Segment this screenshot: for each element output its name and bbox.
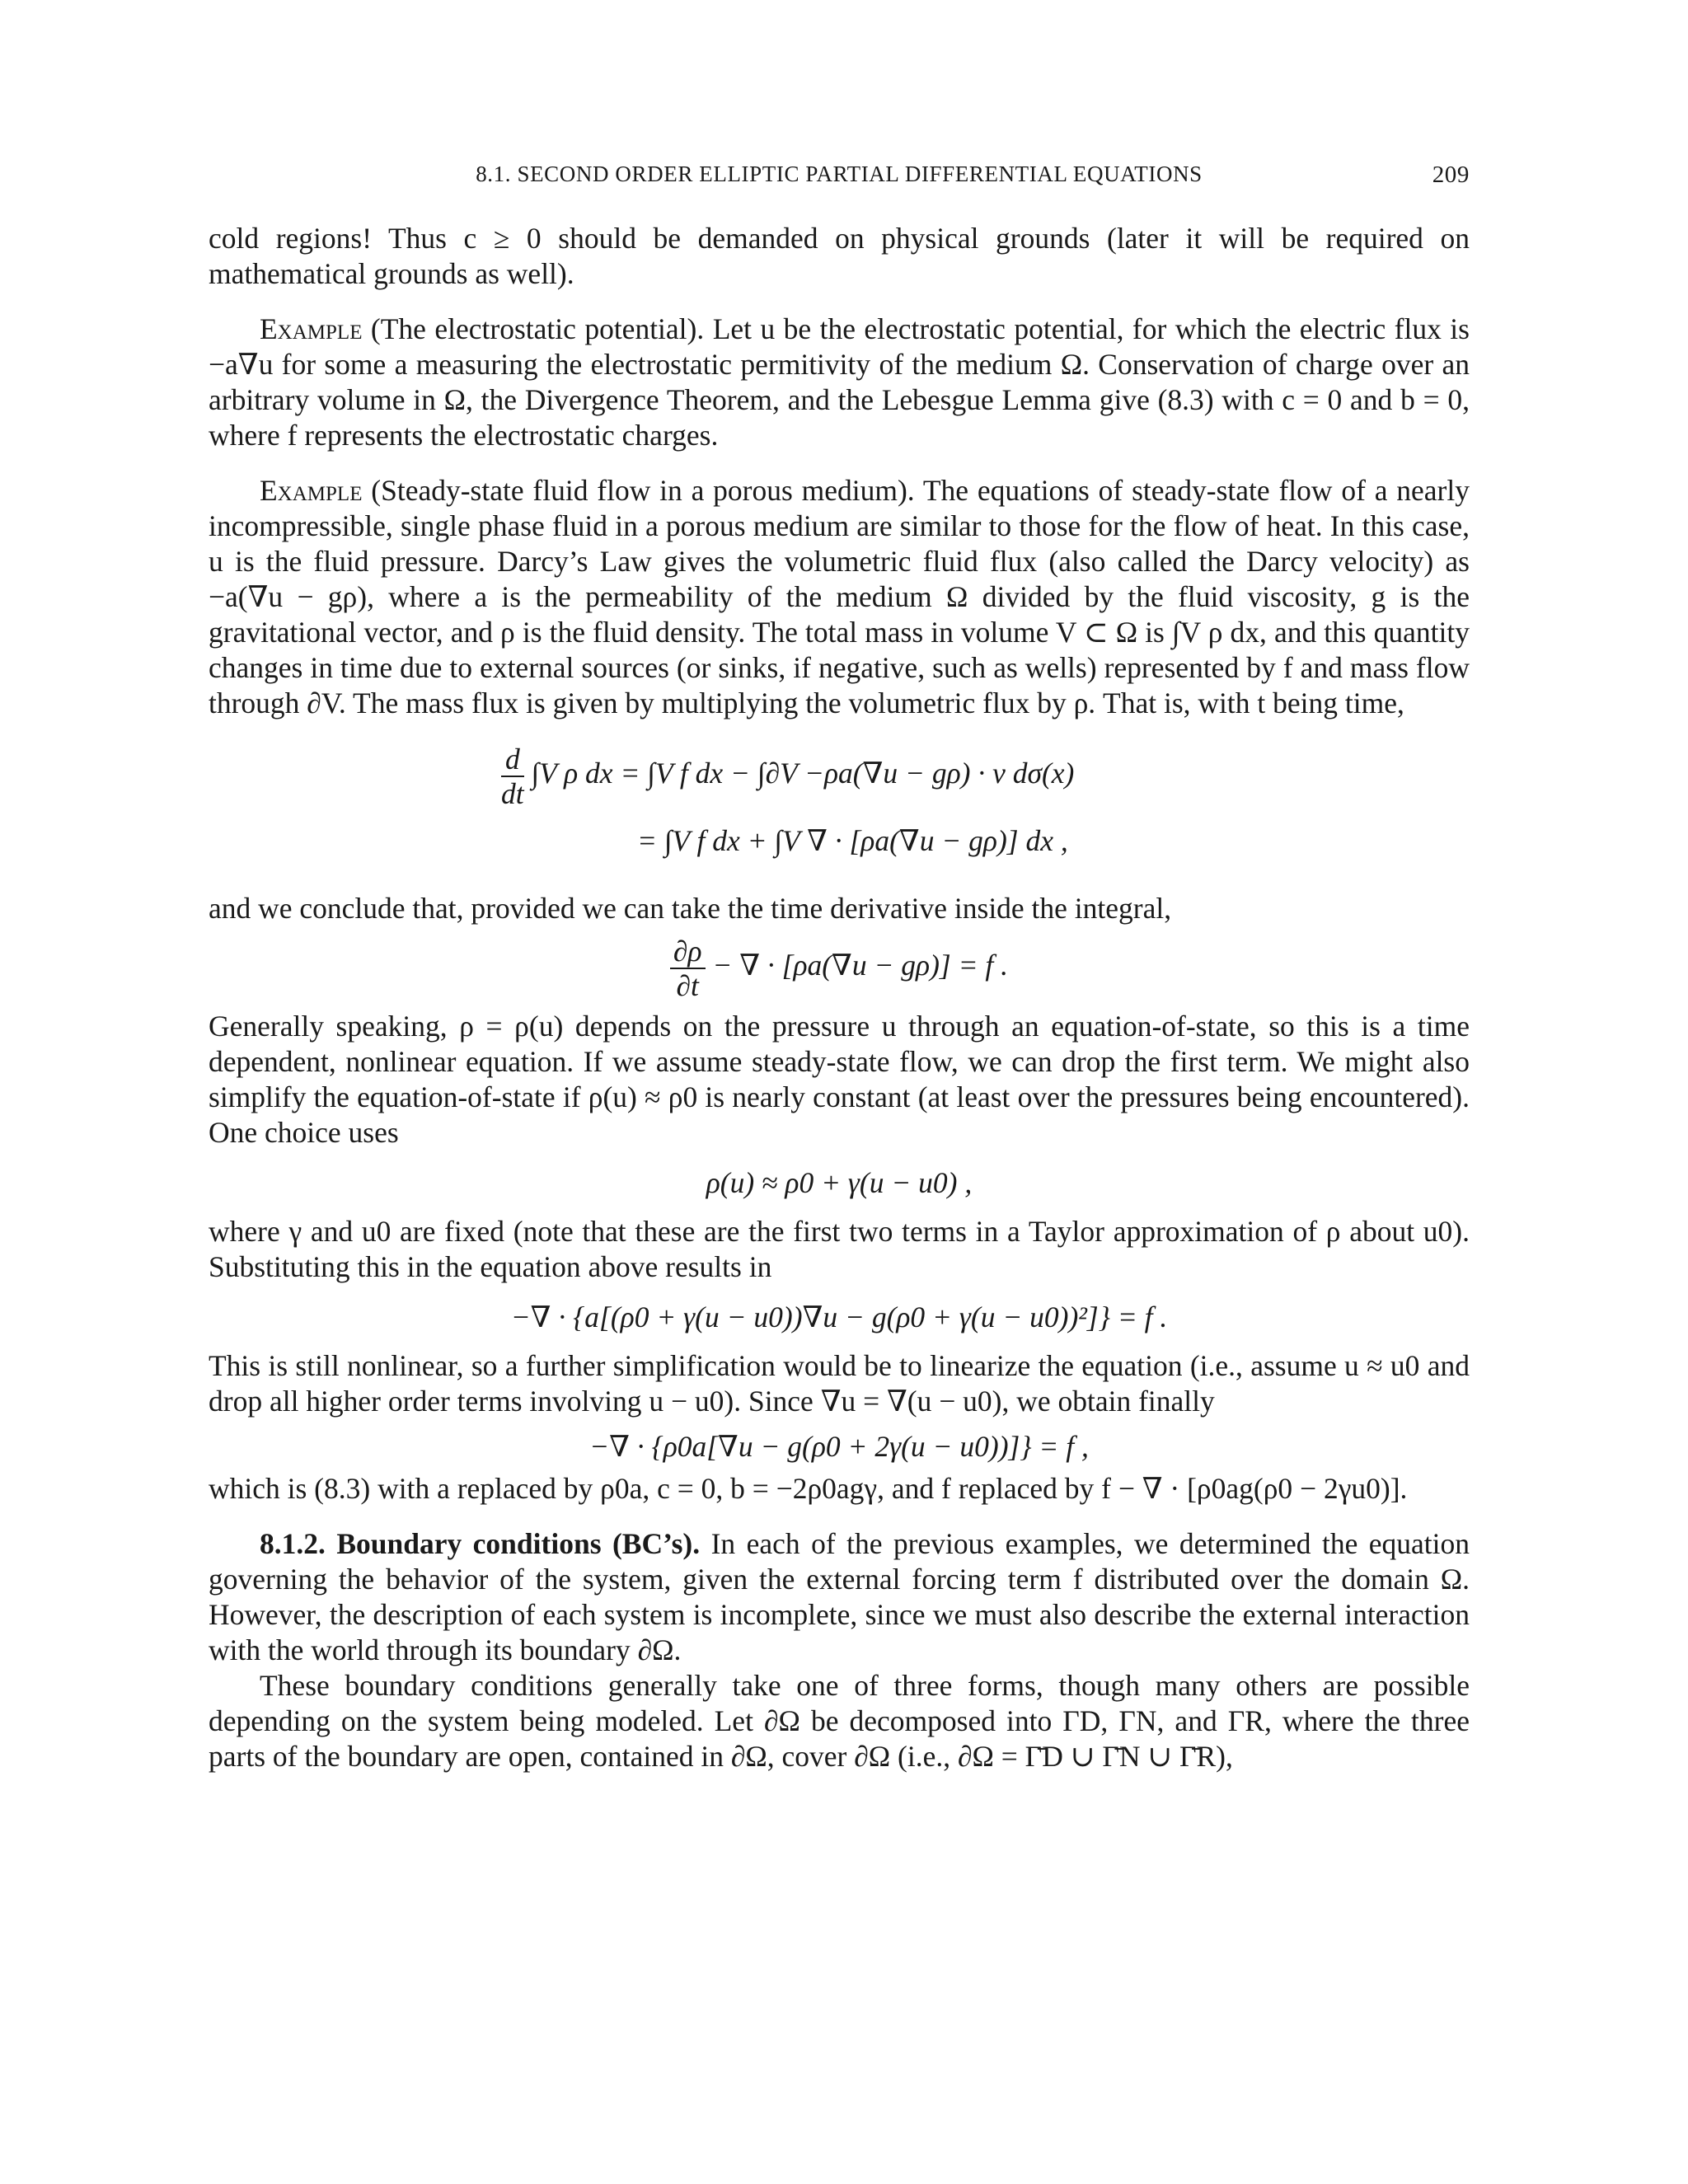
running-header (209, 162, 1470, 198)
equation-row-1 (501, 743, 1074, 810)
time-derivative: $\frac{d}{dt}$ (501, 743, 524, 810)
equation-continuity (209, 935, 1470, 1002)
equation-row-2: = ∫V f dx + ∫V ∇ · [ρa(∇u − gρ)] dx , (637, 824, 1068, 857)
section-heading: 8.1.2. Boundary conditions (BC’s). (260, 1527, 701, 1560)
equation-row-1-rest: ∫V ρ dx = ∫V f dx − ∫∂V −ρa(∇u − gρ) · ν dσ(x) (531, 757, 1075, 790)
paragraph-conclude: and we conclude that, provided we can take the time derivative inside the integral, (209, 892, 1172, 925)
example-fluid-flow (209, 473, 1470, 721)
paragraph-which: which is (8.3) with a replaced by ρ0a, c = 0, b = −2ρ0agγ, and f replaced by f − ∇ · [ρ0ag(ρ0 − 2γu0)]. (209, 1472, 1408, 1505)
equation-state: ρ(u) ≈ ρ0 + γ(u − u0) , (706, 1166, 973, 1199)
example-text: (Steady-state fluid flow in a porous medium). The equations of steady-state flow of a nearly incompressible, single phase fluid in a porous medium are similar to those for the flow of heat. In this case, u is the fluid pressure. Darcy’s Law gives the volumetric fluid flux (also called the Darcy velocity) as −a(∇u − gρ), where a is the permeability of the medium Ω divided by the fluid viscosity, g is the gravitational vector, and ρ is the fluid density. The total mass in volume V ⊂ Ω is ∫V ρ dx, and this quantity changes in time due to external sources (or sinks, if negative, such as wells) represented by f and mass flow through ∂V. The mass flux is given by multiplying the volumetric flux by ρ. That is, with t being time, (209, 474, 1470, 719)
example-electrostatic (209, 312, 1470, 453)
equation-mass-balance (209, 726, 1470, 888)
paragraph-where: where γ and u0 are fixed (note that these are the first two terms in a Taylor approximation of ρ about u0). Substituting this in the equation above results in (209, 1215, 1470, 1283)
running-title: 8.1. SECOND ORDER ELLIPTIC PARTIAL DIFFERENTIAL EQUATIONS (476, 162, 1203, 186)
equation-continuity-rest: − ∇ · [ρa(∇u − gρ)] = f . (712, 949, 1009, 982)
partial-derivative: $\frac{\partial\rho}{\partial t}$ (670, 935, 706, 1002)
page-number: 209 (1432, 162, 1470, 188)
section-boundary-conditions (209, 1526, 1470, 1668)
equation-linearized: −∇ · {ρ0a[∇u − g(ρ0 + 2γ(u − u0))]} = f , (589, 1430, 1089, 1463)
paragraph-generally: Generally speaking, ρ = ρ(u) depends on the pressure u through an equation-of-state, so this is a time dependent, nonlinear equation. If we assume steady-state flow, we can drop the first term. We might also simplify the equation-of-state if ρ(u) ≈ ρ0 is nearly constant (at least over the pressures being encountered). One choice uses (209, 1010, 1470, 1149)
page-body (209, 221, 1470, 1774)
paragraph-still-nonlinear: This is still nonlinear, so a further simplification would be to linearize the equation (i.e., assume u ≈ u0 and drop all higher order terms involving u − u0). Since ∇u = ∇(u − u0), we obtain finally (209, 1349, 1470, 1418)
section-text: In each of the previous examples, we determined the equation governing the behavior of the system, given the external forcing term f distributed over the domain Ω. However, the description of each system is incomplete, since we must also describe the external interaction with the world through its boundary ∂Ω. (209, 1527, 1470, 1666)
paragraph-cold-regions: cold regions! Thus c ≥ 0 should be demanded on physical grounds (later it will be required on mathematical grounds as well). (209, 222, 1470, 290)
example-text: (The electrostatic potential). Let u be the electrostatic potential, for which the electric flux is −a∇u for some a measuring the electrostatic permitivity of the medium Ω. Conservation of charge over an arbitrary volume in Ω, the Divergence Theorem, and the Lebesgue Lemma give (8.3) with c = 0 and b = 0, where f represents the electrostatic charges. (209, 312, 1470, 452)
example-label: Example (260, 312, 363, 345)
paragraph-boundary-forms: These boundary conditions generally take one of three forms, though many others are possible depending on the system being modeled. Let ∂Ω be decomposed into ΓD, ΓN, and ΓR, where the three parts of the boundary are open, contained in ∂Ω, cover ∂Ω (i.e., ∂Ω = Γ̄D ∪ Γ̄N ∪ Γ̄R), (209, 1669, 1470, 1773)
example-label: Example (260, 474, 363, 507)
equation-substituted: −∇ · {a[(ρ0 + γ(u − u0))∇u − g(ρ0 + γ(u − u0))²]} = f . (510, 1301, 1168, 1333)
